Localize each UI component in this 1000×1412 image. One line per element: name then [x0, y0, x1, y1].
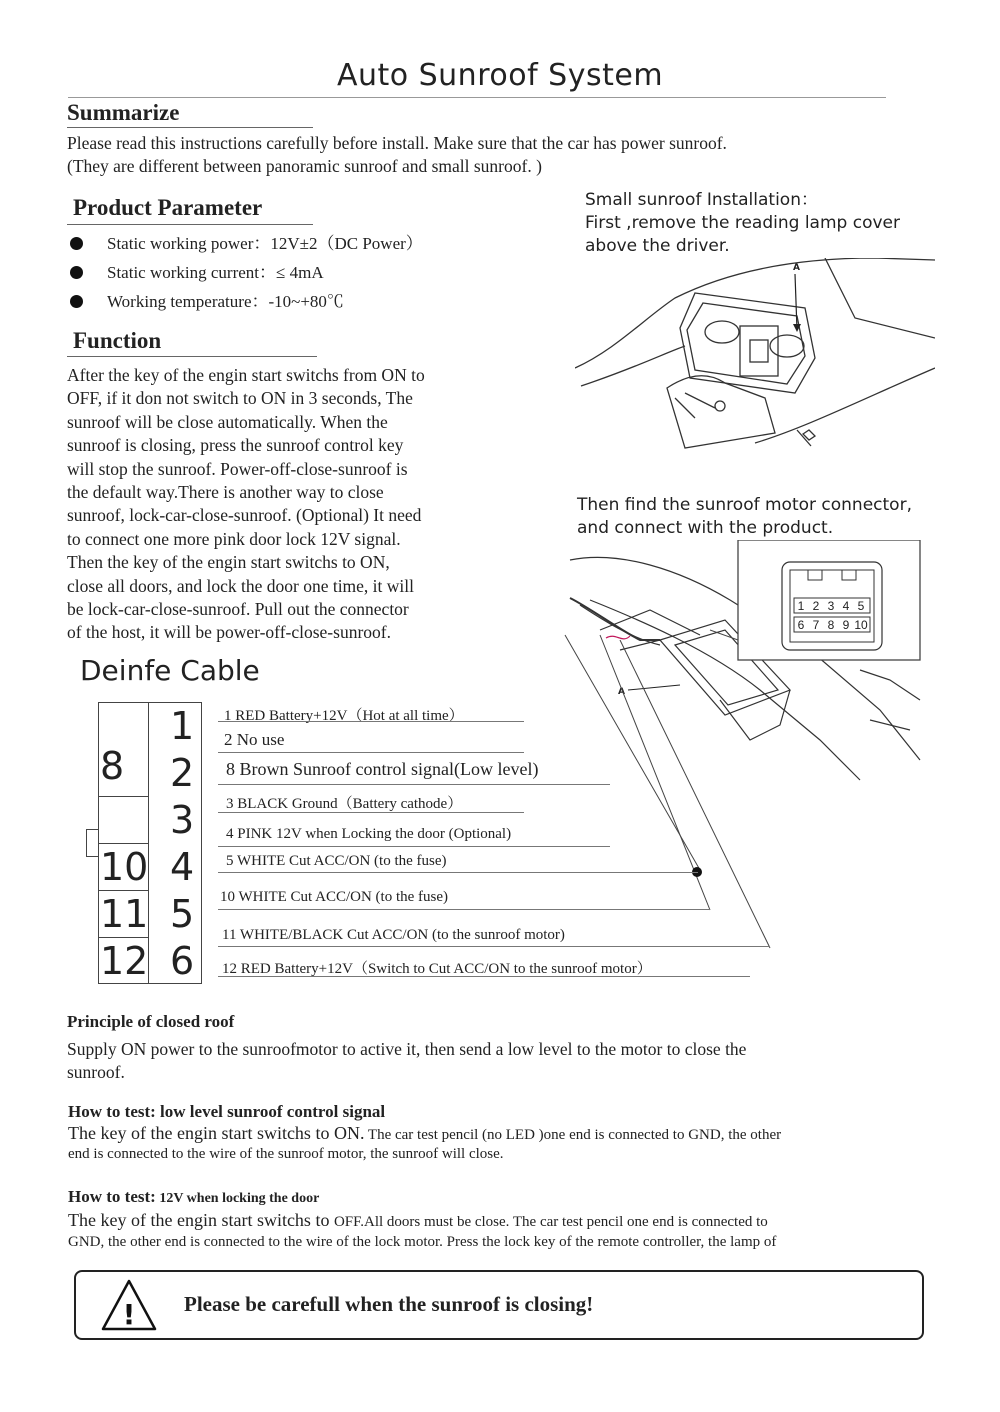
cable-heading: Deinfe Cable: [80, 654, 260, 687]
pin-label-5: 5: [170, 892, 195, 936]
install-note-5: and connect with the product.: [577, 518, 834, 538]
title-divider: [68, 97, 886, 98]
bullet-icon: [70, 237, 83, 250]
warning-triangle-icon: [100, 1278, 158, 1332]
bullet-icon: [70, 266, 83, 279]
connector-pin: 7: [812, 618, 820, 632]
principle-heading: Principle of closed roof: [67, 1012, 235, 1031]
wire-divider: [218, 976, 750, 977]
connector-pin: 5: [857, 599, 865, 613]
svg-text:!: !: [122, 1298, 136, 1331]
test-low-level-heading: How to test: low level sunroof control signal: [68, 1102, 386, 1121]
install-note-4: Then find the sunroof motor connector,: [577, 495, 912, 515]
connector-pin-block: [98, 702, 202, 984]
install-note-3: above the driver.: [585, 236, 730, 256]
connector-pin: 2: [812, 599, 820, 613]
parameter-item: Static working power：12V±2（DC Power）: [70, 229, 423, 258]
parameter-list: [70, 229, 423, 316]
product-parameter-heading: Product Parameter: [73, 195, 263, 220]
pin-label-8: 8: [100, 744, 125, 788]
connector-pin: 3: [827, 599, 835, 613]
wire-divider: [218, 752, 524, 753]
wire-divider: [218, 846, 610, 847]
pin-label-1: 1: [170, 704, 195, 748]
connector-pin: 10: [854, 618, 868, 632]
summarize-divider: [67, 127, 313, 128]
pin-label-4: 4: [170, 845, 195, 889]
connector-pin: 6: [797, 618, 805, 632]
connector-pin: 4: [842, 599, 850, 613]
test-lock-line-2: GND, the other end is connected to the wire of the lock motor. Press the lock key of the remote controller, the lamp of: [68, 1234, 777, 1250]
connector-pin: 1: [797, 599, 805, 613]
warning-text: Please be carefull when the sunroof is closing!: [184, 1292, 594, 1316]
function-divider: [67, 356, 317, 357]
wire-11-white-black: 11 WHITE/BLACK Cut ACC/ON (to the sunroof motor): [222, 927, 565, 943]
pin-label-2: 2: [170, 751, 195, 795]
parameter-item: Working temperature：-10~+80℃: [70, 287, 423, 316]
install-note-2: First ,remove the reading lamp cover: [585, 213, 900, 233]
wire-divider: [218, 946, 770, 947]
pin-label-12: 12: [100, 939, 149, 983]
wire-12-red: 12 RED Battery+12V（Switch to Cut ACC/ON to the sunroof motor）: [222, 961, 652, 977]
callout-a-label: A: [793, 263, 800, 273]
wire-lead-lines: [560, 630, 780, 950]
wire-2-no-use: 2 No use: [224, 730, 285, 749]
install-note-1: Small sunroof Installation：: [585, 190, 818, 210]
wire-1-red: 1 RED Battery+12V（Hot at all time）: [224, 708, 464, 724]
page-title: Auto Sunroof System: [336, 58, 664, 93]
wire-divider: [218, 784, 610, 785]
function-paragraph: After the key of the engin start switchs from ON to OFF, if it don not switch to ON in 3 seconds, The sunroof will be close automatically. When the sunroof is closing, press the sunroof control key will stop the sunroof. Power-off-close-sunroof is the default way.There is another way to close sunroof, lock-car-close-sunroof. (Optional) It need to connect one more pink door lock 12V signal. Then the key of the engin start switchs to ON, close all doors, and lock the door one time, it will be lock-car-close-sunroof. Pull out the connector of the host, it will be power-off-close-sunroof.: [67, 365, 425, 643]
wire-4-pink: 4 PINK 12V when Locking the door (Optional): [226, 826, 512, 842]
pin-label-3: 3: [170, 798, 195, 842]
test-low-level-line-2: end is connected to the wire of the sunroof motor, the sunroof will close.: [68, 1146, 504, 1162]
function-heading: Function: [73, 328, 162, 353]
wire-divider: [218, 909, 710, 910]
connector-pin: 9: [842, 618, 850, 632]
wire-8-brown: 8 Brown Sunroof control signal(Low level): [226, 759, 539, 779]
wire-10-white: 10 WHITE Cut ACC/ON (to the fuse): [220, 889, 449, 905]
wire-5-white: 5 WHITE Cut ACC/ON (to the fuse): [226, 853, 447, 869]
principle-line-1: Supply ON power to the sunroofmotor to active it, then send a low level to the motor to close the: [67, 1039, 747, 1059]
product-parameter-divider: [67, 224, 313, 225]
test-lock-line-1: The key of the engin start switchs to OFF.All doors must be close. The car test pencil one end is connected to: [68, 1210, 768, 1230]
warning-box: [74, 1270, 924, 1340]
principle-line-2: sunroof.: [67, 1062, 125, 1082]
bullet-icon: [70, 295, 83, 308]
wire-divider: [218, 812, 524, 813]
wire-divider: [218, 721, 524, 722]
connector-pin: 8: [827, 618, 835, 632]
parameter-item: Static working current：≤ 4mA: [70, 258, 423, 287]
summarize-line-1: Please read this instructions carefully before install. Make sure that the car has power sunroof.: [67, 133, 727, 153]
wire-3-black: 3 BLACK Ground（Battery cathode）: [226, 796, 463, 812]
pin-label-6: 6: [170, 939, 195, 983]
reading-lamp-illustration: [575, 258, 935, 468]
summarize-line-2: (They are different between panoramic sunroof and small sunroof. ): [67, 156, 542, 176]
test-lock-heading: How to test: 12V when locking the door: [68, 1187, 320, 1206]
test-low-level-line-1: The key of the engin start switchs to ON. The car test pencil (no LED )one end is connected to GND, the other: [68, 1123, 782, 1143]
pin-label-11: 11: [100, 892, 149, 936]
wire-divider: [218, 872, 698, 873]
callout-a-label: A: [618, 687, 625, 697]
summarize-heading: Summarize: [67, 100, 180, 125]
pin-label-10: 10: [100, 845, 149, 889]
